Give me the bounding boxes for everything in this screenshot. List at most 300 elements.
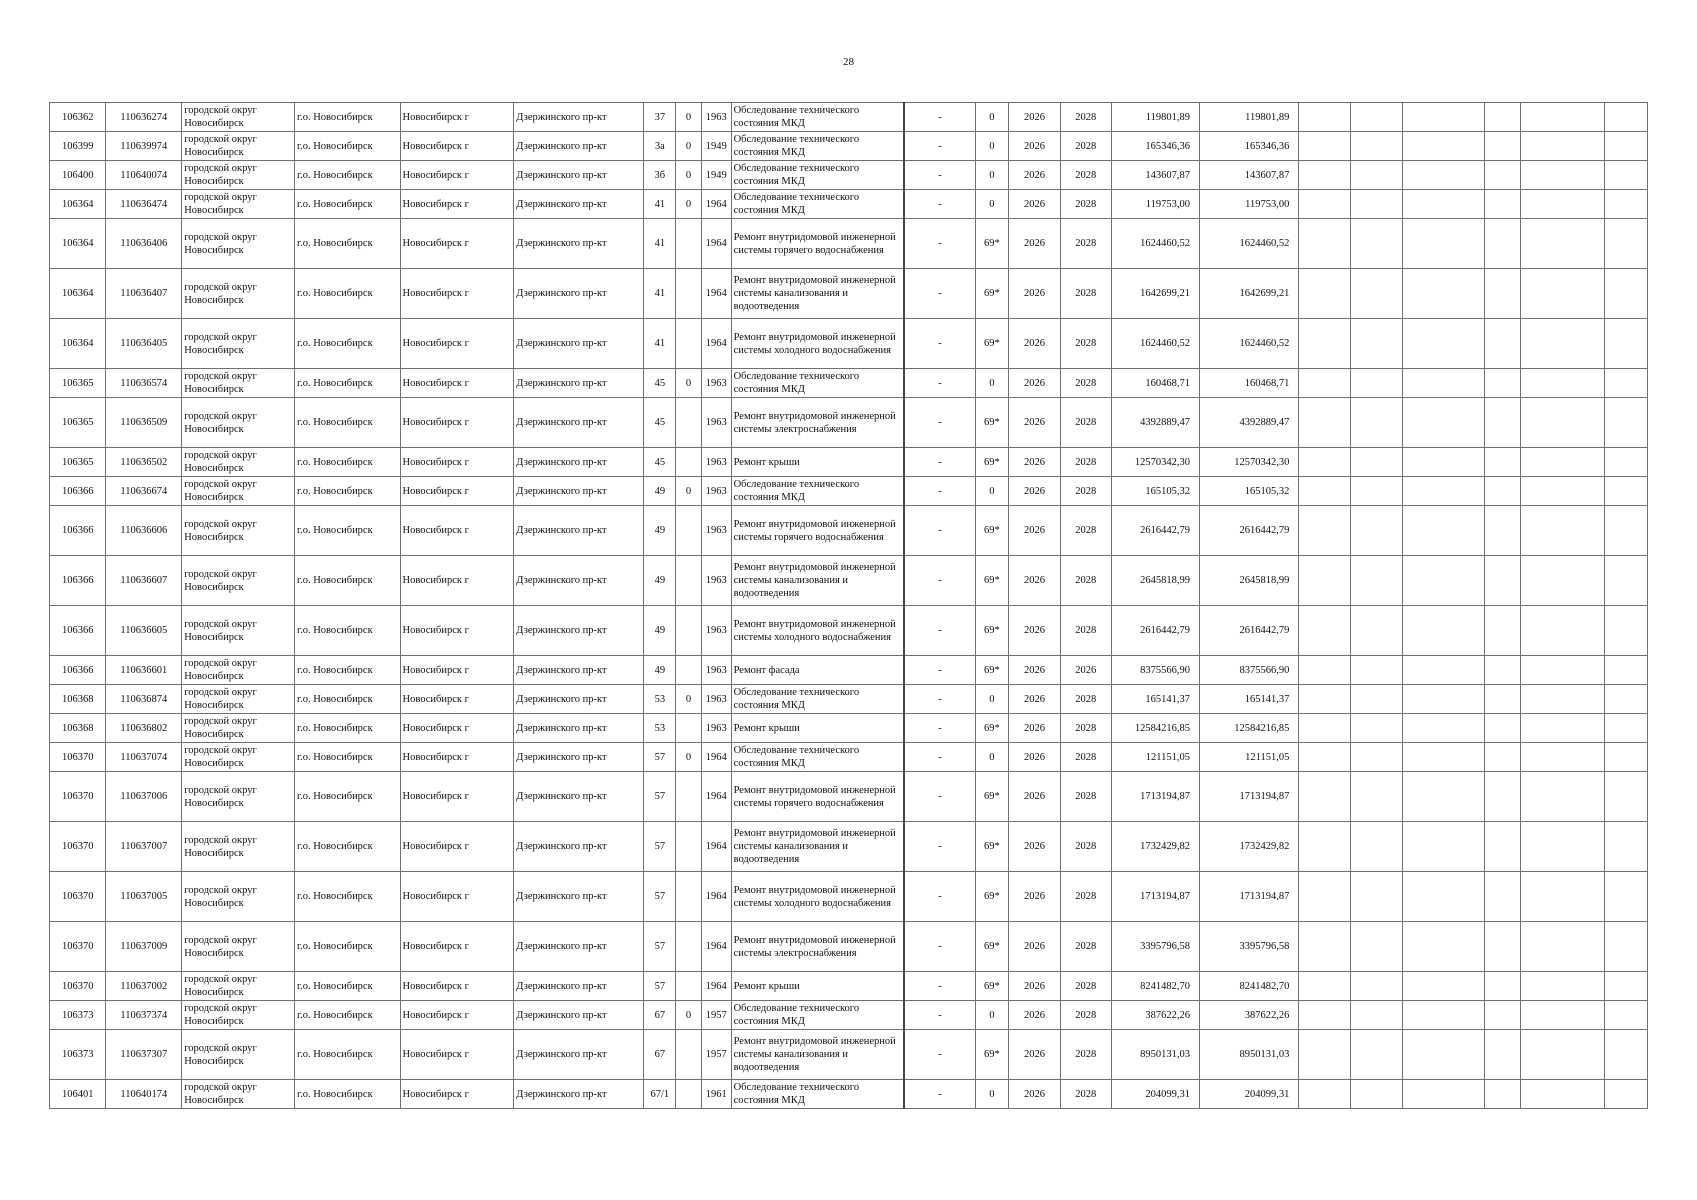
row-year: 1961 [701,1080,731,1109]
row-street: Дзержинского пр-кт [514,477,644,506]
row-house: 67 [644,1001,676,1030]
row-work: Обследование технического состояния МКД [731,1001,904,1030]
row-area: г.о. Новосибирск [294,219,400,269]
row-street: Дзержинского пр-кт [514,1080,644,1109]
row-house: 53 [644,714,676,743]
row-house: 49 [644,556,676,606]
row-district: городской округ Новосибирск [182,398,295,448]
row-korpus [676,972,702,1001]
empty-cell [1299,872,1350,922]
empty-cell [1299,506,1350,556]
empty-cell [1604,132,1647,161]
table-row [50,606,1648,656]
row-percent: 0 [975,743,1009,772]
empty-cell [1299,477,1350,506]
row-city: Новосибирск г [400,922,514,972]
row-percent: 69* [975,714,1009,743]
row-house: 3а [644,132,676,161]
row-cost: 1732429,82 [1111,822,1199,872]
row-city: Новосибирск г [400,369,514,398]
empty-cell [1402,1030,1484,1080]
empty-cell [1402,506,1484,556]
row-total: 1732429,82 [1199,822,1298,872]
empty-cell [1402,822,1484,872]
empty-cell [1604,822,1647,872]
row-work: Ремонт внутридомовой инженерной системы холодного водоснабжения [731,872,904,922]
row-work: Ремонт фасада [731,656,904,685]
empty-cell [1299,161,1350,190]
row-city: Новосибирск г [400,656,514,685]
row-district: городской округ Новосибирск [182,369,295,398]
table-row [50,972,1648,1001]
row-year-end: 2028 [1060,190,1111,219]
row-dash: - [904,219,975,269]
row-year-end: 2028 [1060,219,1111,269]
row-street: Дзержинского пр-кт [514,1001,644,1030]
row-dash: - [904,1001,975,1030]
row-percent: 69* [975,556,1009,606]
empty-cell [1604,103,1647,132]
empty-cell [1520,161,1604,190]
row-id: 106365 [50,369,106,398]
row-cost: 143607,87 [1111,161,1199,190]
row-area: г.о. Новосибирск [294,922,400,972]
row-street: Дзержинского пр-кт [514,685,644,714]
row-work: Ремонт крыши [731,972,904,1001]
row-house: 57 [644,972,676,1001]
row-year-start: 2026 [1009,477,1060,506]
row-total: 165141,37 [1199,685,1298,714]
row-percent: 69* [975,506,1009,556]
empty-cell [1350,190,1402,219]
empty-cell [1402,103,1484,132]
row-street: Дзержинского пр-кт [514,743,644,772]
row-street: Дзержинского пр-кт [514,872,644,922]
row-code: 110636502 [106,448,182,477]
row-street: Дзержинского пр-кт [514,606,644,656]
row-city: Новосибирск г [400,477,514,506]
empty-cell [1350,398,1402,448]
empty-cell [1299,922,1350,972]
empty-cell [1350,161,1402,190]
row-cost: 1642699,21 [1111,269,1199,319]
empty-cell [1350,506,1402,556]
row-year-end: 2028 [1060,448,1111,477]
row-total: 8375566,90 [1199,656,1298,685]
row-year-end: 2028 [1060,743,1111,772]
row-year-end: 2028 [1060,772,1111,822]
empty-cell [1402,319,1484,369]
row-cost: 8950131,03 [1111,1030,1199,1080]
row-dash: - [904,972,975,1001]
row-work: Обследование технического состояния МКД [731,161,904,190]
empty-cell [1402,872,1484,922]
empty-cell [1604,161,1647,190]
row-street: Дзержинского пр-кт [514,822,644,872]
empty-cell [1484,1001,1520,1030]
row-year-start: 2026 [1009,1030,1060,1080]
row-dash: - [904,269,975,319]
row-percent: 0 [975,103,1009,132]
table-row [50,398,1648,448]
row-code: 110636574 [106,369,182,398]
row-work: Обследование технического состояния МКД [731,369,904,398]
row-dash: - [904,656,975,685]
table-row [50,556,1648,606]
row-work: Ремонт внутридомовой инженерной системы канализования и водоотведения [731,556,904,606]
row-city: Новосибирск г [400,269,514,319]
row-year: 1957 [701,1030,731,1080]
empty-cell [1604,369,1647,398]
row-percent: 69* [975,822,1009,872]
row-street: Дзержинского пр-кт [514,772,644,822]
empty-cell [1299,398,1350,448]
row-code: 110636407 [106,269,182,319]
row-street: Дзержинского пр-кт [514,369,644,398]
row-street: Дзержинского пр-кт [514,1030,644,1080]
row-percent: 0 [975,1080,1009,1109]
row-year-end: 2028 [1060,506,1111,556]
empty-cell [1484,606,1520,656]
row-id: 106365 [50,448,106,477]
empty-cell [1299,132,1350,161]
row-cost: 121151,05 [1111,743,1199,772]
row-cost: 1624460,52 [1111,319,1199,369]
row-percent: 0 [975,161,1009,190]
row-dash: - [904,448,975,477]
row-total: 1713194,87 [1199,772,1298,822]
row-total: 8950131,03 [1199,1030,1298,1080]
row-cost: 165346,36 [1111,132,1199,161]
row-street: Дзержинского пр-кт [514,972,644,1001]
row-street: Дзержинского пр-кт [514,656,644,685]
empty-cell [1520,556,1604,606]
row-id: 106366 [50,477,106,506]
row-total: 2616442,79 [1199,606,1298,656]
row-street: Дзержинского пр-кт [514,103,644,132]
row-area: г.о. Новосибирск [294,822,400,872]
row-year: 1963 [701,506,731,556]
row-korpus [676,606,702,656]
row-korpus: 0 [676,369,702,398]
row-city: Новосибирск г [400,556,514,606]
row-district: городской округ Новосибирск [182,477,295,506]
row-work: Обследование технического состояния МКД [731,190,904,219]
empty-cell [1402,219,1484,269]
row-year-end: 2028 [1060,1001,1111,1030]
row-code: 110636474 [106,190,182,219]
row-id: 106364 [50,219,106,269]
row-street: Дзержинского пр-кт [514,219,644,269]
empty-cell [1402,606,1484,656]
row-id: 106370 [50,822,106,872]
row-cost: 160468,71 [1111,369,1199,398]
empty-cell [1402,190,1484,219]
row-year: 1963 [701,369,731,398]
empty-cell [1520,477,1604,506]
row-house: 57 [644,772,676,822]
row-house: 45 [644,448,676,477]
row-code: 110637002 [106,972,182,1001]
empty-cell [1484,190,1520,219]
row-percent: 69* [975,922,1009,972]
row-year-start: 2026 [1009,369,1060,398]
row-work: Ремонт внутридомовой инженерной системы горячего водоснабжения [731,506,904,556]
row-code: 110640174 [106,1080,182,1109]
row-city: Новосибирск г [400,1001,514,1030]
row-year: 1963 [701,448,731,477]
row-year-end: 2028 [1060,319,1111,369]
row-code: 110636606 [106,506,182,556]
empty-cell [1350,369,1402,398]
row-year-end: 2028 [1060,714,1111,743]
row-id: 106370 [50,772,106,822]
row-area: г.о. Новосибирск [294,103,400,132]
row-korpus [676,1080,702,1109]
empty-cell [1350,556,1402,606]
row-code: 110636674 [106,477,182,506]
row-area: г.о. Новосибирск [294,743,400,772]
row-dash: - [904,477,975,506]
row-id: 106366 [50,556,106,606]
table-row [50,1001,1648,1030]
row-code: 110636802 [106,714,182,743]
empty-cell [1520,448,1604,477]
row-year-end: 2028 [1060,972,1111,1001]
row-cost: 2616442,79 [1111,506,1199,556]
row-dash: - [904,714,975,743]
row-district: городской округ Новосибирск [182,972,295,1001]
row-district: городской округ Новосибирск [182,922,295,972]
row-year-end: 2028 [1060,606,1111,656]
row-area: г.о. Новосибирск [294,369,400,398]
row-city: Новосибирск г [400,319,514,369]
row-district: городской округ Новосибирск [182,1030,295,1080]
row-total: 4392889,47 [1199,398,1298,448]
row-year: 1964 [701,743,731,772]
empty-cell [1350,1030,1402,1080]
empty-cell [1299,319,1350,369]
empty-cell [1520,398,1604,448]
row-city: Новосибирск г [400,972,514,1001]
row-year: 1963 [701,714,731,743]
empty-cell [1350,103,1402,132]
row-street: Дзержинского пр-кт [514,398,644,448]
row-work: Ремонт внутридомовой инженерной системы холодного водоснабжения [731,319,904,369]
empty-cell [1350,772,1402,822]
row-city: Новосибирск г [400,1080,514,1109]
row-year: 1963 [701,477,731,506]
row-house: 67/1 [644,1080,676,1109]
row-area: г.о. Новосибирск [294,319,400,369]
empty-cell [1484,1030,1520,1080]
empty-cell [1484,922,1520,972]
row-house: 3б [644,161,676,190]
row-percent: 69* [975,448,1009,477]
row-korpus [676,1030,702,1080]
empty-cell [1299,685,1350,714]
empty-cell [1402,477,1484,506]
row-id: 106362 [50,103,106,132]
row-district: городской округ Новосибирск [182,556,295,606]
row-year-start: 2026 [1009,772,1060,822]
empty-cell [1484,685,1520,714]
row-korpus: 0 [676,161,702,190]
row-area: г.о. Новосибирск [294,1080,400,1109]
row-korpus [676,319,702,369]
empty-cell [1402,685,1484,714]
row-city: Новосибирск г [400,714,514,743]
row-street: Дзержинского пр-кт [514,132,644,161]
empty-cell [1484,1080,1520,1109]
empty-cell [1350,606,1402,656]
row-district: городской округ Новосибирск [182,1080,295,1109]
row-year-end: 2028 [1060,556,1111,606]
empty-cell [1350,656,1402,685]
row-year: 1964 [701,269,731,319]
row-street: Дзержинского пр-кт [514,714,644,743]
row-house: 41 [644,319,676,369]
row-code: 110637374 [106,1001,182,1030]
row-cost: 2645818,99 [1111,556,1199,606]
row-district: городской округ Новосибирск [182,822,295,872]
empty-cell [1604,319,1647,369]
row-year-start: 2026 [1009,714,1060,743]
row-dash: - [904,685,975,714]
row-year: 1964 [701,772,731,822]
row-cost: 119753,00 [1111,190,1199,219]
empty-cell [1350,685,1402,714]
empty-cell [1350,132,1402,161]
row-city: Новосибирск г [400,606,514,656]
empty-cell [1402,398,1484,448]
row-work: Ремонт внутридомовой инженерной системы горячего водоснабжения [731,219,904,269]
empty-cell [1604,190,1647,219]
row-id: 106370 [50,872,106,922]
empty-cell [1484,219,1520,269]
row-cost: 1713194,87 [1111,772,1199,822]
table-row [50,685,1648,714]
empty-cell [1402,369,1484,398]
empty-cell [1520,606,1604,656]
empty-cell [1520,656,1604,685]
row-cost: 8375566,90 [1111,656,1199,685]
row-year-start: 2026 [1009,448,1060,477]
row-year-start: 2026 [1009,685,1060,714]
row-house: 37 [644,103,676,132]
empty-cell [1604,772,1647,822]
row-city: Новосибирск г [400,685,514,714]
row-house: 41 [644,190,676,219]
empty-cell [1484,369,1520,398]
empty-cell [1604,743,1647,772]
row-code: 110637009 [106,922,182,972]
empty-cell [1350,922,1402,972]
row-year-start: 2026 [1009,872,1060,922]
row-street: Дзержинского пр-кт [514,269,644,319]
empty-cell [1484,103,1520,132]
row-work: Ремонт внутридомовой инженерной системы холодного водоснабжения [731,606,904,656]
table-row [50,656,1648,685]
empty-cell [1604,714,1647,743]
empty-cell [1520,1080,1604,1109]
row-code: 110637005 [106,872,182,922]
row-year-start: 2026 [1009,922,1060,972]
row-total: 165346,36 [1199,132,1298,161]
row-total: 1624460,52 [1199,219,1298,269]
row-district: городской округ Новосибирск [182,319,295,369]
row-id: 106364 [50,269,106,319]
row-district: городской округ Новосибирск [182,714,295,743]
empty-cell [1520,103,1604,132]
empty-cell [1299,556,1350,606]
row-area: г.о. Новосибирск [294,398,400,448]
empty-cell [1520,714,1604,743]
row-street: Дзержинского пр-кт [514,319,644,369]
row-total: 12584216,85 [1199,714,1298,743]
row-year: 1964 [701,872,731,922]
row-year-end: 2028 [1060,132,1111,161]
row-korpus [676,269,702,319]
empty-cell [1350,1080,1402,1109]
row-district: городской округ Новосибирск [182,506,295,556]
empty-cell [1299,1030,1350,1080]
empty-cell [1299,269,1350,319]
row-dash: - [904,922,975,972]
row-total: 160468,71 [1199,369,1298,398]
row-district: городской округ Новосибирск [182,103,295,132]
row-dash: - [904,398,975,448]
empty-cell [1350,1001,1402,1030]
row-cost: 12570342,30 [1111,448,1199,477]
empty-cell [1402,922,1484,972]
empty-cell [1520,685,1604,714]
table-row [50,103,1648,132]
empty-cell [1299,606,1350,656]
page-number: 28 [843,56,854,68]
row-code: 110636605 [106,606,182,656]
empty-cell [1402,743,1484,772]
row-korpus [676,506,702,556]
empty-cell [1520,1001,1604,1030]
empty-cell [1604,477,1647,506]
row-percent: 0 [975,369,1009,398]
row-area: г.о. Новосибирск [294,972,400,1001]
empty-cell [1350,319,1402,369]
row-total: 2645818,99 [1199,556,1298,606]
row-cost: 165105,32 [1111,477,1199,506]
row-percent: 69* [975,656,1009,685]
row-dash: - [904,506,975,556]
row-year-start: 2026 [1009,606,1060,656]
row-id: 106370 [50,922,106,972]
row-house: 57 [644,872,676,922]
row-dash: - [904,190,975,219]
table-row [50,319,1648,369]
empty-cell [1402,656,1484,685]
row-year: 1949 [701,161,731,190]
empty-cell [1350,972,1402,1001]
row-korpus [676,872,702,922]
row-cost: 204099,31 [1111,1080,1199,1109]
empty-cell [1604,506,1647,556]
empty-cell [1604,872,1647,922]
row-area: г.о. Новосибирск [294,269,400,319]
empty-cell [1604,972,1647,1001]
empty-cell [1484,506,1520,556]
table-row [50,161,1648,190]
table-row [50,714,1648,743]
